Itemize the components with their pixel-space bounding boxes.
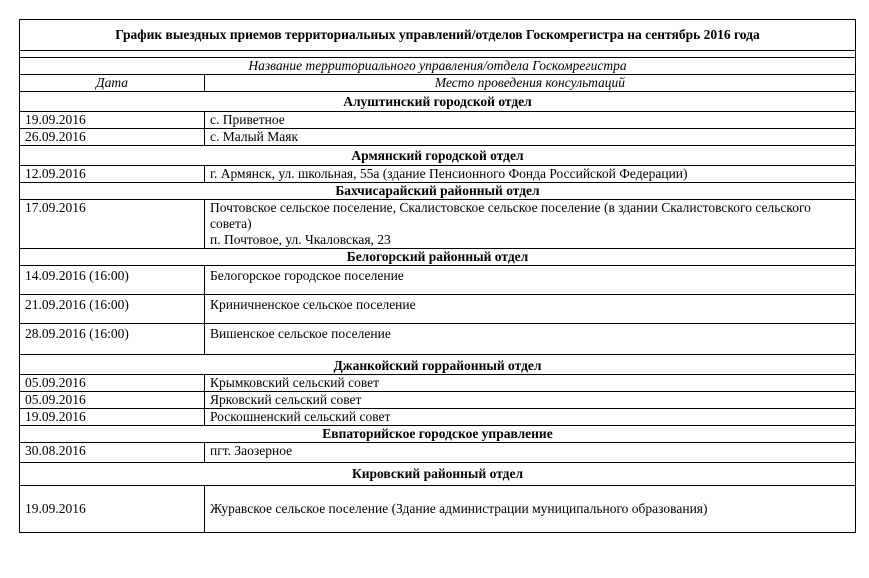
- table-row: [20, 409, 856, 426]
- table-row: [20, 112, 856, 129]
- place-cell: Журавское сельское поселение (Здание администрации муниципального образования): [205, 486, 856, 533]
- place-cell: пгт. Заозерное: [205, 443, 856, 463]
- table-row: [20, 166, 856, 183]
- date-cell: 12.09.2016: [20, 166, 205, 183]
- section-title-dzhankoy: Джанкойский горрайонный отдел: [20, 355, 856, 375]
- schedule-table: [19, 19, 856, 533]
- spacer-row: [20, 51, 856, 58]
- table-row: [20, 392, 856, 409]
- date-header: Дата: [20, 75, 205, 92]
- table-row: [20, 443, 856, 463]
- place-text: Почтовское сельское поселение, Скалистовское сельское поселение (в здании Скалистовского сельского совета): [210, 200, 811, 231]
- date-cell: 19.09.2016: [20, 409, 205, 426]
- section-title-armyansk: Армянский городской отдел: [20, 146, 856, 166]
- dept-name-header: Название территориального управления/отдела Госкомрегистра: [20, 58, 856, 75]
- table-row: [20, 324, 856, 355]
- date-cell: 05.09.2016: [20, 375, 205, 392]
- place-cell: Криничненское сельское поселение: [205, 295, 856, 324]
- place-cell: [205, 200, 856, 249]
- date-cell: 28.09.2016 (16:00): [20, 324, 205, 355]
- table-row: [20, 486, 856, 533]
- table-row: [20, 375, 856, 392]
- date-cell: 30.08.2016: [20, 443, 205, 463]
- date-cell: 19.09.2016: [20, 486, 205, 533]
- date-cell: 05.09.2016: [20, 392, 205, 409]
- table-row: [20, 295, 856, 324]
- place-cell: Вишенское сельское поселение: [205, 324, 856, 355]
- document-title: График выездных приемов территориальных управлений/отделов Госкомрегистра на сентябрь 2016 года: [20, 20, 856, 51]
- place-header: Место проведения консультаций: [205, 75, 856, 92]
- section-title-alushta: Алуштинский городской отдел: [20, 92, 856, 112]
- place-cell: с. Приветное: [205, 112, 856, 129]
- section-title-belogorsk: Белогорский районный отдел: [20, 249, 856, 266]
- place-cell: с. Малый Маяк: [205, 129, 856, 146]
- place-cell: Ярковский сельский совет: [205, 392, 856, 409]
- date-cell: 14.09.2016 (16:00): [20, 266, 205, 295]
- section-title-bakhchisaray: Бахчисарайский районный отдел: [20, 183, 856, 200]
- table-row: [20, 129, 856, 146]
- date-cell: 17.09.2016: [20, 200, 205, 249]
- date-cell: 21.09.2016 (16:00): [20, 295, 205, 324]
- table-row: [20, 266, 856, 295]
- date-cell: 26.09.2016: [20, 129, 205, 146]
- place-cell: г. Армянск, ул. школьная, 55а (здание Пенсионного Фонда Российской Федерации): [205, 166, 856, 183]
- table-row: [20, 200, 856, 249]
- place-cell: Крымковский сельский совет: [205, 375, 856, 392]
- place-address: п. Почтовое, ул. Чкаловская, 23: [210, 232, 391, 247]
- place-cell: Белогорское городское поселение: [205, 266, 856, 295]
- place-cell: Роскошненский сельский совет: [205, 409, 856, 426]
- section-title-kirovsk: Кировский районный отдел: [20, 463, 856, 486]
- date-cell: 19.09.2016: [20, 112, 205, 129]
- section-title-evpatoria: Евпаторийское городское управление: [20, 426, 856, 443]
